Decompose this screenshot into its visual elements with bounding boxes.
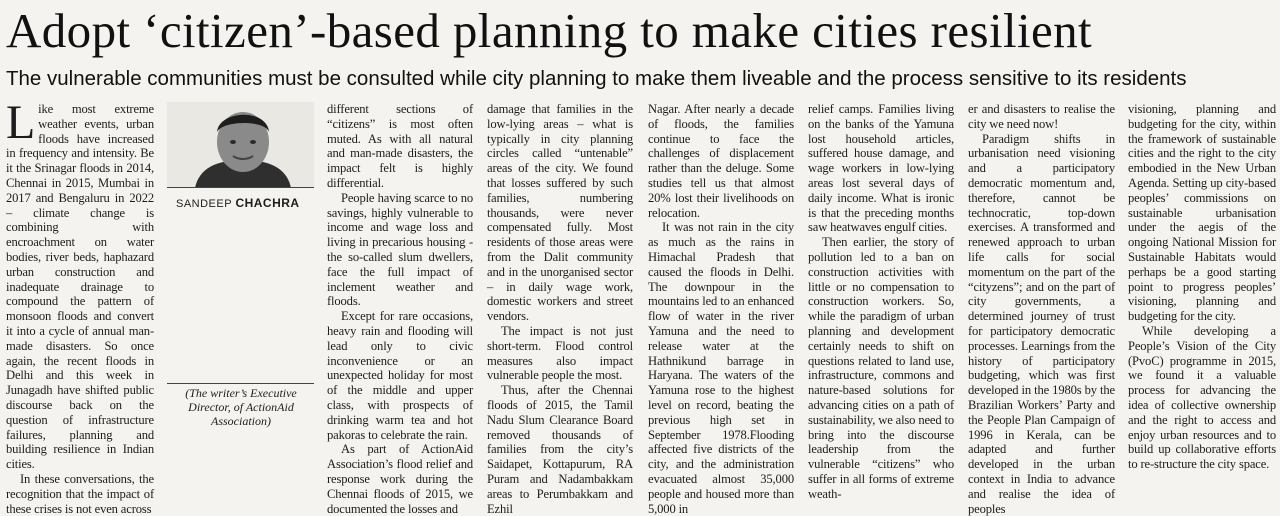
paragraph: It was not rain in the city as much as the rains in Himachal Pradesh that caused the floods in Delhi. The downpour in the mountains led to an enhanced flow of water in the river Yamuna and the need to release water at the Hathnikund barrage in Haryana. The waters of the Yamuna rose to the highest level on record, beating the previous high set in September 1978.Flooding affected five districts of the city, and the administration evacuated almost 35,000 people and housed more than 5,000 in xyxy=(648,220,794,516)
paragraph: As part of ActionAid Association’s flood relief and response work during the Chennai floods of 2015, we documented the losses and xyxy=(327,442,473,516)
paragraph: While developing a People’s Vision of the City (PvoC) programme in 2015, we found it a valuable process for advancing the idea of collective ownership and the right to access and enjoy urban resources and to build up collaborative efforts to re-structure the city space. xyxy=(1128,323,1276,472)
byline-divider xyxy=(167,187,314,188)
paragraph: damage that families in the low-lying areas – what is typically in city planning circles called “untenable” areas of the city. We found that losses suffered by such families, numbering thousands, were never compensated fully. Most residents of those areas were from the Dalit community and in the unorganised sector – in daily wage work, domestic workers and street vendors. xyxy=(487,102,633,324)
paragraph: Nagar. After nearly a decade of floods, the families continue to face the challenges of displacement rather than the deluge. Some studies tell us that almost 20% lost their livelihoods on relocation. xyxy=(648,102,794,220)
article-column-6 xyxy=(968,102,1115,516)
paragraph: In these conversations, the recognition that the impact of these crises is not even across xyxy=(6,471,154,516)
article-column-2 xyxy=(327,102,473,516)
paragraph: er and disasters to realise the city we need now! xyxy=(968,102,1115,131)
paragraph: Except for rare occasions, heavy rain and flooding will lead only to civic inconvenience or an unexpected holiday for most of the middle and upper class, with prospects of drinking warm tea and hot pakoras to celebrate the rain. xyxy=(327,309,473,442)
paragraph: visioning, planning and budgeting for the city, within the framework of sustainable cities and the right to the city embodied in the New Urban Agenda. Setting up city-based peoples’ commissions on sustainable urbanisation under the aegis of the ongoing National Mission for Sustainable Habitats would perhaps be a good starting point to progress peoples’ visioning, planning and budgeting for the city. xyxy=(1128,102,1276,324)
subheadline: The vulnerable communities must be consulted while city planning to make them liveable and the process sensitive to its residents xyxy=(6,67,1187,90)
article-column-7 xyxy=(1128,102,1276,472)
author-last-name: CHACHRA xyxy=(235,196,300,210)
author-first-name: SANDEEP xyxy=(176,198,232,210)
author-portrait-image xyxy=(167,102,314,188)
author-photo xyxy=(167,102,314,188)
paragraph: different sections of “citizens” is most often muted. As with all natural and man-made disasters, the impact felt is highly differential. xyxy=(327,102,473,190)
article-column-5 xyxy=(808,102,954,501)
paragraph: Then earlier, the story of pollution led to a ban on construction activities with little or no compensation to construction workers. So, while the paradigm of urban planning and development certainly needs to shift on questions related to land use, infrastructure, commons and nature-based solutions for advancing cities on a path of sustainability, we also need to bring into the discourse leadership from the vulnerable “citizens” who suffer in all forms of extreme weath- xyxy=(808,235,954,501)
note-divider xyxy=(167,383,314,384)
paragraph: Thus, after the Chennai floods of 2015, the Tamil Nadu Slum Clearance Board removed thousands of families from the city’s Saidapet, Kottapurum, RA Puram and Nadambakkam areas to Perumbakkam and Ezhil xyxy=(487,383,633,516)
article-column-1 xyxy=(6,96,154,516)
author-byline xyxy=(176,196,300,210)
paragraph: The impact is not just short-term. Flood control measures also impact vulnerable people the most. xyxy=(487,323,633,383)
paragraph-text: ike most extreme weather events, urban floods have increased in frequency and intensity. Be it the Srinagar floods in 2014, Chennai in 2015, Mumbai in 2017 and Bengaluru in 2022 – climate change is combining with encroachment on water bodies, river beds, haphazard urban construction and inadequate drainage to compound the pattern of monsoon floods and convert it into a cycle of annual man-made disasters. So once again, the recent floods in Delhi and this week in Junagadh have shifted public discourse back on the question of infrastructure failures, planning and building resilience in Indian cities. xyxy=(6,102,154,472)
paragraph: Paradigm shifts in urbanisation need visioning and a participatory democratic momentum and, therefore, cannot be technocratic, top-down exercises. A transformed and renewed approach to urban life calls for social momentum on the part of the “cityzens”; and on the part of city governments, a determined journey of trust for participatory democratic processes. Learnings from the history of participatory budgeting, which was first developed in the 1980s by the Brazilian Workers’ Party and the People Plan Campaign of 1996 in Kerala, can be adapted and further developed in the urban context in India to advance and realise the idea of peoples xyxy=(968,131,1115,516)
author-note: (The writer’s Executive Director, of ActionAid Association) xyxy=(185,386,297,428)
paragraph: relief camps. Families living on the banks of the Yamuna lost household articles, suffered house damage, and wage workers in low-lying areas lost several days of daily income. What is ironic is that the preceding months saw heatwaves engulf cities. xyxy=(808,102,954,235)
article-column-3 xyxy=(487,102,633,516)
paragraph: People having scarce to no savings, highly vulnerable to income and wage loss and living in precarious housing - the so-called slum dwellers, face the full impact of inclement weather and floods. xyxy=(327,190,473,309)
article-column-4 xyxy=(648,102,794,516)
headline: Adopt ‘citizen’-based planning to make cities resilient xyxy=(6,3,1093,58)
drop-cap: L xyxy=(6,96,36,149)
paragraph xyxy=(6,96,154,472)
